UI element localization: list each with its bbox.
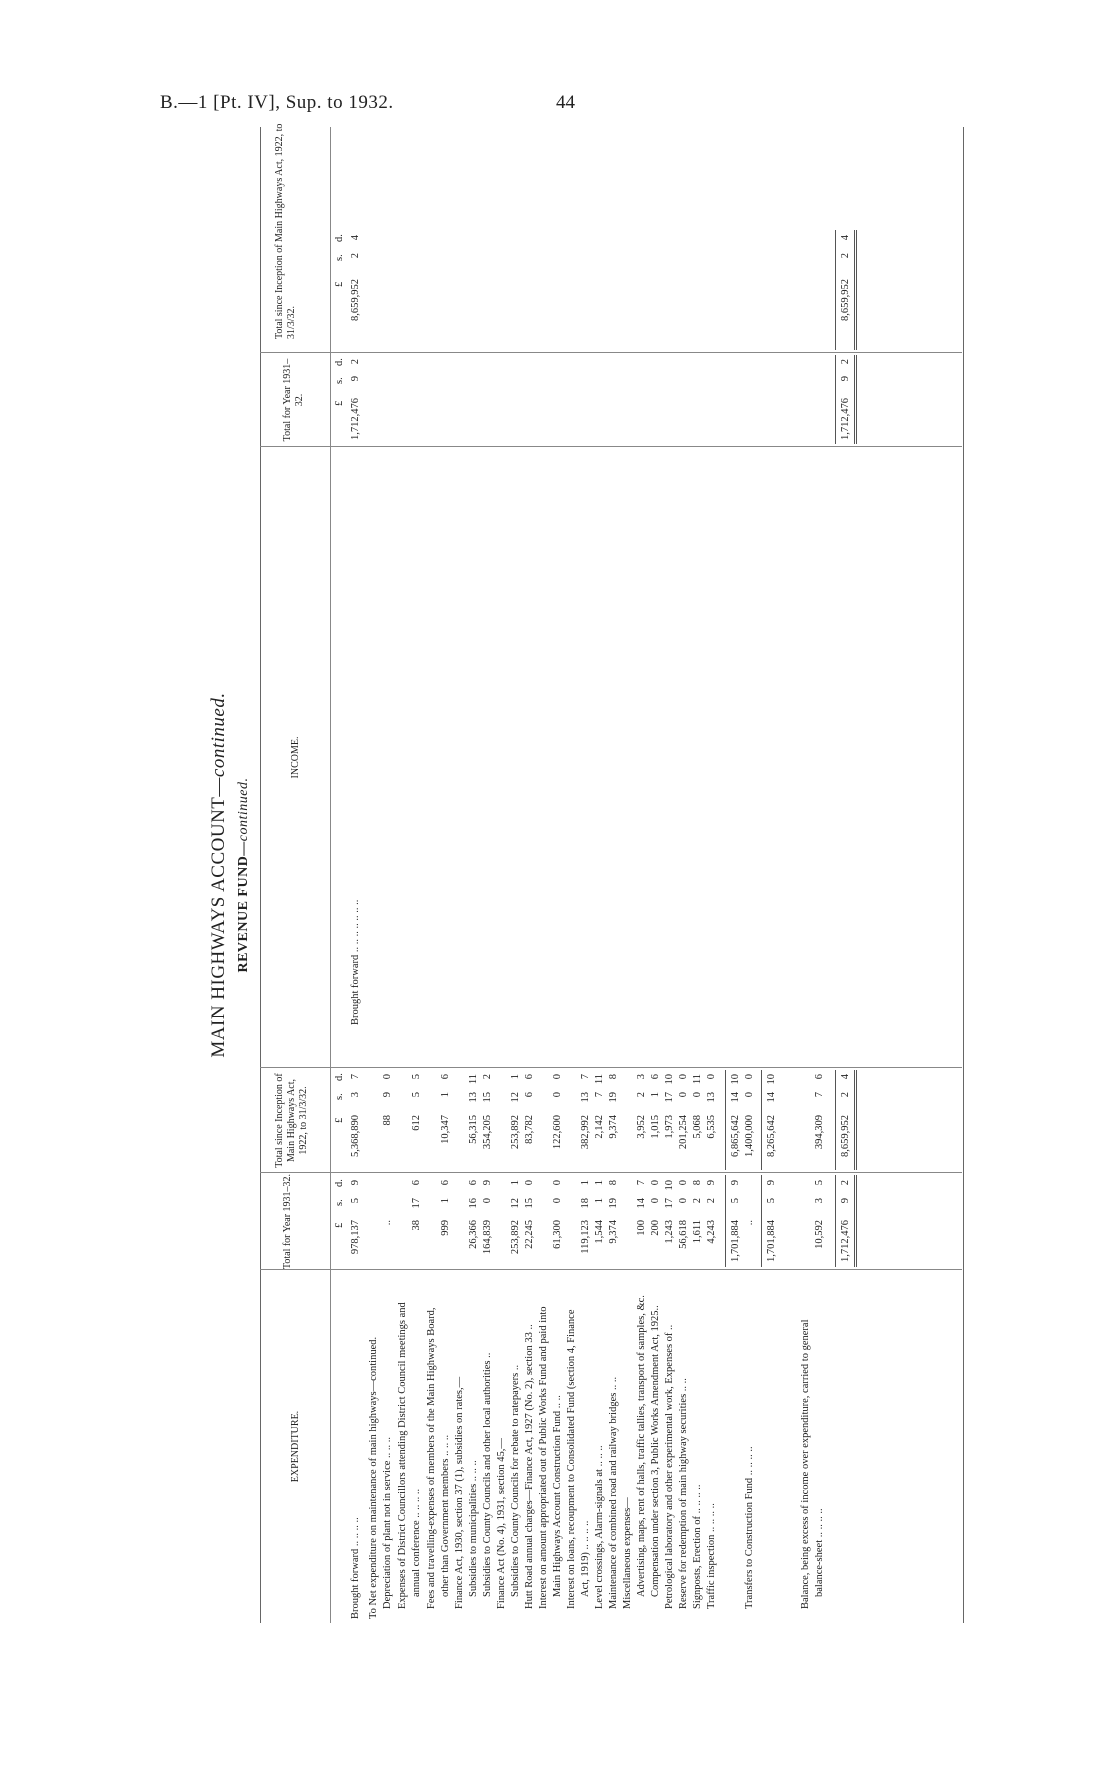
pence-value: 3 [636,1074,647,1080]
pounds-value: 5,368,890 [350,1115,361,1157]
expenditure-label: Finance Act (No. 4), 1931, section 45,— [496,1438,507,1609]
pence-symbol: d. [334,234,345,242]
pounds-value: 978,137 [350,1220,361,1255]
since-amount [550,125,565,1625]
pence-value: 11 [594,1074,605,1085]
expenditure-row [438,125,453,1625]
pence-value: 4 [840,1074,851,1080]
expenditure-header: EXPENDITURE. [290,1410,301,1483]
pounds-value: 1,712,476 [840,1220,851,1262]
since-amount [704,125,719,1625]
pence-value: 0 [650,1180,661,1186]
expenditure-label: other than Government members .. .. .. [440,1434,451,1597]
shillings-value: 0 [482,1198,493,1204]
since-amount [676,125,691,1625]
pence-value: 7 [580,1074,591,1080]
expenditure-label: Subsidies to municipalities .. .. .. [468,1460,479,1597]
expenditure-label: Fees and travelling-expenses of members of the Main Highways Board, [426,1307,437,1609]
expenditure-label: Hutt Road annual charges—Finance Act, 1927 (No. 2), section 33 .. [524,1324,535,1609]
expenditure-row [550,125,565,1625]
expenditure-row [662,125,677,1625]
pounds-value: 1,712,476 [840,398,851,440]
pence-value: 10 [730,1074,741,1085]
expenditure-label: Depreciation of plant not in service .. .. .. [382,1436,393,1609]
pounds-value: 394,309 [814,1115,825,1150]
since-amount [592,125,607,1625]
income-label: Brought forward .. .. .. .. .. .. .. [350,899,361,1025]
expenditure-label: Interest on loans, recoupment to Consolidated Fund (section 4, Finance [566,1309,577,1609]
shillings-value: 5 [766,1198,777,1204]
expenditure-label: Finance Act, 1930, section 37 (1), subsidies on rates,— [454,1376,465,1609]
total-rule [835,355,836,444]
rotated-account-page [208,125,968,1625]
shillings-value: 1 [650,1092,661,1098]
shillings-value: 9 [382,1092,393,1098]
pence-value: 2 [840,1180,851,1186]
since-amount [578,125,593,1625]
pounds-value: 9,374 [608,1115,619,1139]
expenditure-row [508,125,523,1625]
pence-value: 6 [650,1074,661,1080]
shillings-value: 0 [552,1092,563,1098]
since-amount [764,125,779,1625]
pence-value: 9 [766,1180,777,1186]
expenditure-row [452,125,467,1625]
shillings-value: 0 [692,1092,703,1098]
shillings-symbol: s. [334,254,345,261]
shillings-symbol: s. [334,377,345,384]
expenditure-label: Balance, being excess of income over expenditure, carried to general [800,1319,811,1609]
expenditure-label: Traffic inspection .. .. .. .. [706,1503,717,1609]
pounds-value: 122,600 [552,1115,563,1150]
expenditure-row [704,125,719,1625]
pence-value: 0 [706,1074,717,1080]
pence-value: 4 [840,235,851,241]
expenditure-row [366,125,381,1625]
pounds-value: 5,068 [692,1115,703,1139]
pounds-value: .. [744,1220,755,1226]
title-main: MAIN HIGHWAYS ACCOUNT— [208,777,229,1058]
expenditure-row [409,125,424,1625]
sum-rule [725,1175,726,1267]
expenditure-label: Interest on amount appropriated out of Public Works Fund and paid into [538,1306,549,1609]
income-header: INCOME. [290,736,301,779]
pounds-value: 83,782 [524,1115,535,1144]
pounds-value: 10,592 [814,1220,825,1249]
year-left-pound-symbol: £ [334,1222,345,1228]
pence-value: 5 [814,1180,825,1186]
expenditure-row [728,125,743,1625]
pence-value: 2 [482,1074,493,1080]
shillings-value: 13 [706,1092,717,1103]
expenditure-label: Brought forward .. .. .. .. [350,1517,361,1619]
expenditure-label: Petrological laboratory and other experimental work, Expenses of .. [664,1324,675,1609]
pence-value: 1 [594,1180,605,1186]
total-double-rule [854,355,857,444]
since-left-pound-symbol: £ [334,1117,345,1123]
shillings-value: 12 [510,1092,521,1103]
shillings-value: 14 [636,1198,647,1209]
pounds-value: 612 [411,1115,422,1131]
since-amount [634,125,649,1625]
shillings-value: 17 [664,1198,675,1209]
since-amount [728,125,743,1625]
since-amount [662,125,677,1625]
pounds-value: 88 [382,1115,393,1126]
shillings-value: 1 [440,1092,451,1098]
expenditure-label: Compensation under section 3, Public Works Amendment Act, 1925.. [650,1305,661,1597]
pounds-value: 1,611 [692,1220,703,1244]
pence-value: 10 [664,1074,675,1085]
shillings-value: 5 [730,1198,741,1204]
expenditure-row [648,125,663,1625]
expenditure-label: To Net expenditure on maintenance of main highways—continued. [368,1336,379,1619]
expenditure-label: Transfers to Construction Fund .. .. .. .. [744,1446,755,1609]
shillings-value: 0 [678,1198,689,1204]
pence-symbol: d. [334,358,345,366]
expenditure-row [606,125,621,1625]
pence-value: 0 [678,1074,689,1080]
pence-value: 0 [552,1074,563,1080]
pence-symbol: d. [334,1179,345,1187]
pence-value: 11 [468,1074,479,1085]
shillings-value: 3 [350,1092,361,1098]
expenditure-label: Signposts, Erection of .. .. .. .. [692,1484,703,1609]
shillings-value: 9 [840,376,851,382]
pounds-value: 1,544 [594,1220,605,1244]
pence-value: 0 [382,1074,393,1080]
shillings-value: 0 [678,1092,689,1098]
shillings-value: 18 [580,1198,591,1209]
expenditure-label: balance-sheet .. .. .. .. [814,1508,825,1597]
expenditure-row [395,125,410,1625]
pounds-value: 1,712,476 [350,398,361,440]
shillings-value: 5 [350,1198,361,1204]
shillings-value: 0 [744,1092,755,1098]
pounds-value: 200 [650,1220,661,1236]
title-suffix: continued. [208,692,229,778]
since-amount [648,125,663,1625]
expenditure-row [578,125,593,1625]
since-amount [480,125,495,1625]
expenditure-label: Reserve for redemption of main highway securities .. .. [678,1378,689,1609]
expenditure-row [380,125,395,1625]
expenditure-row [592,125,607,1625]
shillings-value: 13 [468,1092,479,1103]
since-amount [690,125,705,1625]
pounds-value: 26,366 [468,1220,479,1249]
pence-value: 6 [440,1074,451,1080]
pounds-value: 2,142 [594,1115,605,1139]
shillings-value: 19 [608,1092,619,1103]
pounds-value: 253,892 [510,1115,521,1150]
pounds-value: 253,892 [510,1220,521,1255]
expenditure-row [742,125,757,1625]
shillings-value: 16 [468,1198,479,1209]
since-amount [508,125,523,1625]
shillings-value: 14 [766,1092,777,1103]
shillings-value: 1 [440,1198,451,1204]
expenditure-label: Expenses of District Councillors attending District Council meetings and [397,1302,408,1609]
pounds-value: 164,839 [482,1220,493,1255]
expenditure-row [536,125,551,1625]
expenditure-row [676,125,691,1625]
fund-subtitle [236,125,252,1625]
account-title [208,125,230,1625]
total-rule [835,230,836,350]
pounds-value: 9,374 [608,1220,619,1244]
income-row [348,125,363,1625]
shillings-value: 2 [636,1092,647,1098]
pounds-value: 38 [411,1220,422,1231]
pounds-value: 1,701,884 [766,1220,777,1262]
pence-value: 6 [814,1074,825,1080]
pounds-value: 6,535 [706,1115,717,1139]
page-header: B.—1 [Pt. IV], Sup. to 1932. [160,92,394,113]
year-header-right: Total for Year 1931–32. [282,358,305,442]
pounds-value: 1,400,000 [744,1115,755,1157]
shillings-value: 2 [840,1092,851,1098]
pounds-value: 1,015 [650,1115,661,1139]
pence-value: 8 [608,1074,619,1080]
shillings-symbol: s. [334,1199,345,1206]
pounds-value: 1,973 [664,1115,675,1139]
pence-value: 6 [440,1180,451,1186]
shillings-value: 7 [594,1092,605,1098]
expenditure-row [522,125,537,1625]
pence-value: 9 [706,1180,717,1186]
expenditure-label: Maintenance of combined road and railway bridges .. .. [608,1376,619,1609]
since-amount [812,125,827,1625]
pence-value: 8 [692,1180,703,1186]
pounds-value: 100 [636,1220,647,1236]
since-header-right: Total since Inception of Main Highways Act, 1922, to 31/3/32. [274,123,297,339]
pounds-value: 10,347 [440,1115,451,1144]
pounds-value: 1,243 [664,1220,675,1244]
pounds-value: 6,865,642 [730,1115,741,1157]
subtitle-suffix: continued. [236,777,251,842]
since-amount [348,125,363,1625]
pence-value: 9 [730,1180,741,1186]
expenditure-label: Advertising, maps, rent of halls, traffic tallies, transport of samples, &c. [636,1295,647,1597]
subtitle-main: REVENUE FUND— [236,841,251,973]
pence-value: 11 [692,1074,703,1085]
shillings-value: 5 [411,1092,422,1098]
pounds-value: 8,265,642 [766,1115,777,1157]
pence-value: 1 [510,1074,521,1080]
pence-value: 10 [664,1180,675,1191]
pence-value: 7 [350,1074,361,1080]
sum-rule [761,1070,762,1170]
pence-value: 0 [678,1180,689,1186]
total-rule [835,1175,836,1267]
shillings-value: 6 [524,1092,535,1098]
total-double-rule [854,1070,857,1170]
shillings-value: 19 [608,1198,619,1209]
pence-value: 6 [411,1180,422,1186]
shillings-value: 14 [730,1092,741,1103]
pounds-value: 61,300 [552,1220,563,1249]
shillings-value: 17 [664,1092,675,1103]
pounds-value: 56,315 [468,1115,479,1144]
since-amount [380,125,395,1625]
expenditure-label: Miscellaneous expenses— [622,1497,633,1609]
pence-symbol: d. [334,1073,345,1081]
expenditure-row [480,125,495,1625]
pounds-value: 8,659,952 [350,279,361,321]
expenditure-row [798,125,813,1625]
expenditure-label: Subsidies to County Councils for rebate to ratepayers .. [510,1364,521,1597]
since-amount [466,125,481,1625]
shillings-value: 0 [552,1198,563,1204]
expenditure-row [466,125,481,1625]
pounds-value: 8,659,952 [840,279,851,321]
since-right-pound-symbol: £ [334,281,345,287]
pounds-value: 1,701,884 [730,1220,741,1262]
expenditure-label: annual conference .. .. .. .. [411,1488,422,1597]
pence-value: 0 [552,1180,563,1186]
year-header-left: Total for Year 1931–32. [282,1173,293,1270]
pence-value: 9 [482,1180,493,1186]
total-double-rule [854,230,857,350]
since-header-left: Total since Inception of Main Highways Act, 1922, to 31/3/32. [274,1073,309,1168]
expenditure-row [764,125,779,1625]
pence-value: 2 [350,359,361,365]
pounds-value: 4,243 [706,1220,717,1244]
shillings-value: 7 [814,1092,825,1098]
pence-value: 8 [608,1180,619,1186]
pence-value: 6 [524,1074,535,1080]
expenditure-row [424,125,439,1625]
pence-value: 4 [350,235,361,241]
pounds-value: 56,618 [678,1220,689,1249]
expenditure-row [620,125,635,1625]
page-number: 44 [556,92,575,113]
shillings-value: 9 [350,376,361,382]
shillings-value: 0 [650,1198,661,1204]
expenditure-row [634,125,649,1625]
pounds-value: 354,205 [482,1115,493,1150]
total-rule [835,1070,836,1170]
shillings-symbol: s. [334,1093,345,1100]
pence-value: 10 [766,1074,777,1085]
expenditure-label: Main Highways Account Construction Fund .. .. [552,1395,563,1597]
income-total-row [838,125,853,1625]
pounds-value: 119,123 [580,1220,591,1254]
since-amount [606,125,621,1625]
pounds-value: 8,659,952 [840,1115,851,1157]
since-amount [409,125,424,1625]
since-amount [522,125,537,1625]
since-total [838,125,853,1625]
shillings-value: 2 [692,1198,703,1204]
shillings-value: 1 [594,1198,605,1204]
pence-value: 0 [524,1180,535,1186]
shillings-value: 2 [350,253,361,259]
shillings-value: 3 [814,1198,825,1204]
shillings-value: 13 [580,1092,591,1103]
since-amount [438,125,453,1625]
expenditure-label: Subsidies to County Councils and other local authorities .. [482,1352,493,1597]
since-amount [742,125,757,1625]
pounds-value: 3,952 [636,1115,647,1139]
pence-value: 5 [411,1074,422,1080]
pounds-value: 22,245 [524,1220,535,1249]
shillings-value: 15 [524,1198,535,1209]
pence-value: 2 [840,359,851,365]
shillings-value: 15 [482,1092,493,1103]
shillings-value: 2 [706,1198,717,1204]
shillings-value: 9 [840,1198,851,1204]
pence-value: 1 [580,1180,591,1186]
shillings-value: 12 [510,1198,521,1209]
pence-value: 7 [636,1180,647,1186]
pounds-value: 201,254 [678,1115,689,1150]
expenditure-row [494,125,509,1625]
sum-rule [725,1070,726,1170]
pence-value: 9 [350,1180,361,1186]
pounds-value: 999 [440,1220,451,1236]
sum-rule [761,1175,762,1267]
total-double-rule [854,1175,857,1267]
pence-value: 0 [744,1074,755,1080]
expenditure-row [690,125,705,1625]
pence-value: 1 [510,1180,521,1186]
shillings-value: 17 [411,1198,422,1209]
expenditure-row [812,125,827,1625]
expenditure-row [564,125,579,1625]
pence-value: 6 [468,1180,479,1186]
year-right-pound-symbol: £ [334,400,345,406]
pounds-value: 382,992 [580,1115,591,1150]
pounds-value: .. [382,1220,393,1226]
expenditure-label: Act, 1919) .. .. .. .. [580,1520,591,1597]
shillings-value: 2 [840,253,851,259]
expenditure-label: Level crossings, Alarm-signals at .. .. .. [594,1445,605,1609]
